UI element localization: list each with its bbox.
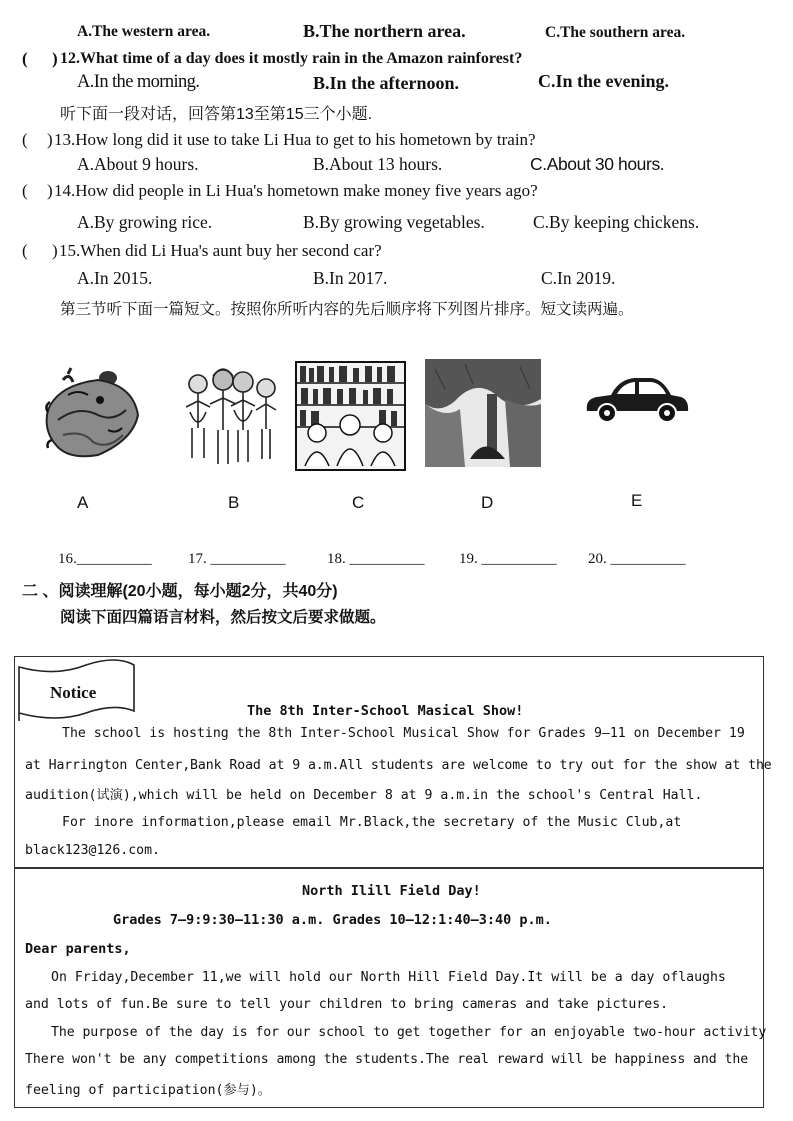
notice-line-4: For inore information,please email Mr.Black,the secretary of the Music Club,at: [62, 815, 682, 830]
field-day-greeting: Dear parents,: [25, 941, 131, 957]
q15-paren-close: ): [52, 241, 58, 260]
q14-option-c: C.By keeping chickens.: [533, 212, 700, 232]
field-day-line-5: feeling of participation(参与)。: [25, 1083, 271, 1098]
picture-label-e: E: [631, 491, 643, 510]
q15-option-a: A.In 2015.: [77, 268, 153, 288]
q15-option-c: C.In 2019.: [541, 268, 616, 288]
section3-instruction: 第三节听下面一篇短文。按照你所听内容的先后顺序将下列图片排序。短文读两遍。: [60, 301, 634, 318]
forest-scene-icon: [425, 359, 541, 467]
picture-e: [583, 373, 691, 429]
q12-option-b: B.In the afternoon.: [313, 73, 460, 93]
q12-option-c: C.In the evening.: [538, 71, 670, 91]
q12-paren-close: ): [52, 49, 58, 68]
picture-label-d: D: [481, 493, 494, 512]
notice-title: The 8th Inter-School Masical Show!: [247, 703, 524, 719]
girls-group-icon: [178, 362, 283, 474]
q13-option-b: B.About 13 hours.: [313, 154, 443, 174]
q13-paren-close: ): [47, 130, 53, 149]
field-day-line-1: On Friday,December 11,we will hold our North Hill Field Day.It will be a day oflaughs: [51, 970, 726, 985]
q15-stem: 15.When did Li Hua's aunt buy her second car?: [59, 241, 382, 260]
q13-option-c: C.About 30 hours.: [530, 154, 665, 174]
answer-blank-20[interactable]: 20. __________: [588, 551, 686, 567]
field-day-line-2: and lots of fun.Be sure to tell your children to bring cameras and take pictures.: [25, 997, 669, 1012]
picture-a: [38, 360, 148, 470]
q14-stem: 14.How did people in Li Hua's hometown make money five years ago?: [54, 181, 538, 200]
notice-flag-label: Notice: [50, 683, 97, 702]
answer-blank-16[interactable]: 16.__________: [58, 551, 152, 567]
notice-line-1: The school is hosting the 8th Inter-School Musical Show for Grades 9—11 on December 19: [62, 726, 745, 741]
q13-option-a: A.About 9 hours.: [77, 154, 199, 174]
q13-paren-open: (: [22, 130, 28, 149]
bookshelf-children-icon: [295, 361, 406, 471]
part2-heading: 二 、阅读理解(20小题，每小题2分，共40分): [22, 583, 338, 600]
q14-paren-close: ): [47, 181, 53, 200]
q12-paren-open: (: [22, 49, 28, 68]
answer-blank-18[interactable]: 18. __________: [327, 551, 425, 567]
picture-label-a: A: [77, 493, 89, 512]
notice-line-3: audition(试演),which will be held on December 8 at 9 a.m.in the school's Central Hall.: [25, 788, 703, 803]
q11-option-c: C.The southern area.: [545, 24, 686, 41]
field-day-schedule: Grades 7—9:9:30—11:30 a.m. Grades 10—12:1:40—3:40 p.m.: [113, 912, 552, 928]
answer-blank-17[interactable]: 17. __________: [188, 551, 286, 567]
q14-paren-open: (: [22, 181, 28, 200]
q11-option-a: A.The western area.: [77, 23, 211, 40]
car-icon: [583, 373, 691, 429]
lion-sketch-icon: [38, 360, 148, 470]
picture-c: [295, 361, 406, 471]
field-day-line-3: The purpose of the day is for our school to get together for an enjoyable two-hour activity: [51, 1025, 767, 1040]
section-intro-13-15: 听下面一段对话，回答第13至第15三个小题.: [60, 106, 373, 123]
q12-option-a: A.In the morning.: [77, 72, 200, 92]
q15-option-b: B.In 2017.: [313, 268, 388, 288]
field-day-title: North Ilill Field Day!: [302, 883, 481, 899]
q14-option-b: B.By growing vegetables.: [303, 212, 485, 232]
field-day-box: [14, 867, 767, 1108]
q14-option-a: A.By growing rice.: [77, 212, 213, 232]
q13-stem: 13.How long did it use to take Li Hua to get to his hometown by train?: [54, 130, 536, 149]
q15-paren-open: (: [22, 241, 28, 260]
notice-line-5: black123@126.com.: [25, 843, 160, 858]
q11-option-b: B.The northern area.: [303, 21, 466, 41]
notice-line-2: at Harrington Center,Bank Road at 9 a.m.All students are welcome to try out for the show at the: [25, 758, 772, 773]
picture-label-b: B: [228, 493, 240, 512]
picture-d: [425, 359, 541, 467]
field-day-line-4: There won't be any competitions among the students.The real reward will be happiness and the: [25, 1052, 749, 1067]
picture-label-c: C: [352, 493, 365, 512]
answer-blank-19[interactable]: 19. __________: [459, 551, 557, 567]
part2-instruction: 阅读下面四篇语言材料，然后按文后要求做题。: [60, 609, 386, 626]
picture-b: [178, 362, 283, 474]
q12-stem: 12.What time of a day does it mostly rain in the Amazon rainforest?: [60, 50, 523, 67]
